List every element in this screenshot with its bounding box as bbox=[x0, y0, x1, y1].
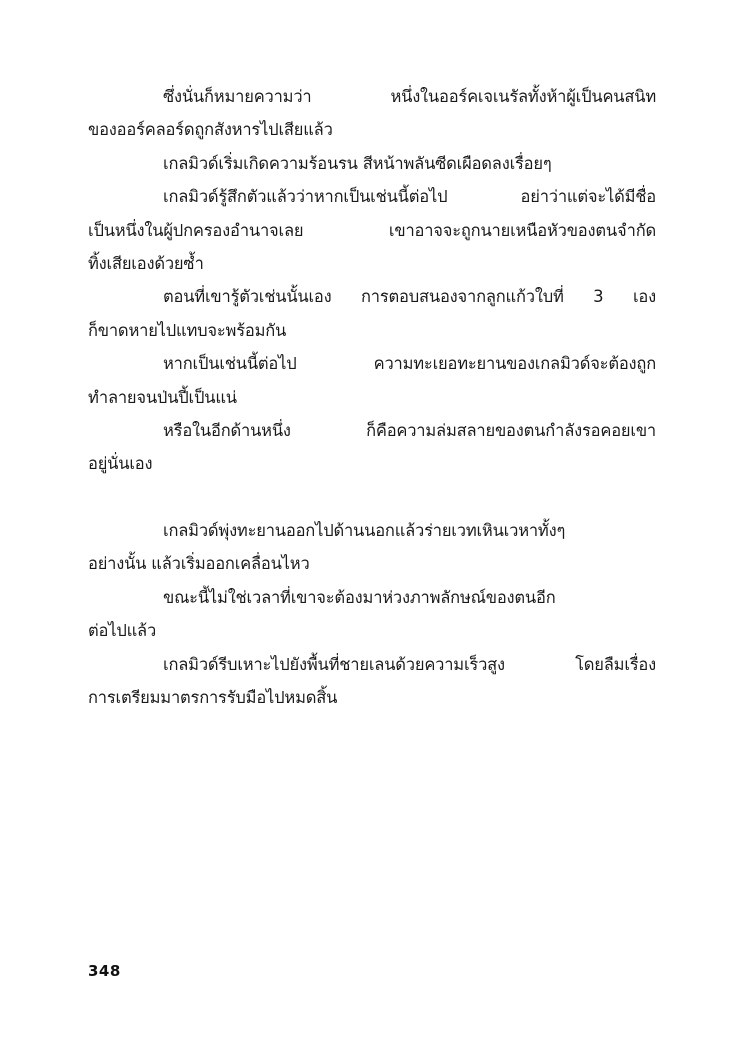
paragraph-line: เกลมิวด์เริ่มเกิดความร้อนรน สีหน้าพลันซีดเผือดลงเรื่อยๆ bbox=[163, 153, 552, 173]
paragraph-line: การเตรียมมาตรการรับมือไปหมดสิ้น bbox=[88, 688, 338, 708]
paragraph-line: เกลมิวด์พุ่งทะยานออกไปด้านนอกแล้วร่ายเวทเหินเวหาทั้งๆ bbox=[163, 521, 566, 541]
scene-break bbox=[88, 481, 656, 514]
paragraph-line: เกลมิวด์รีบเหาะไปยังพื้นที่ชายเลนด้วยความเร็วสูง โดยลืมเรื่อง bbox=[163, 654, 656, 674]
paragraph-line: อยู่นั่นเอง bbox=[88, 454, 153, 474]
body-text bbox=[88, 80, 656, 714]
paragraph-line: หรือในอีกด้านหนึ่ง ก็คือความล่มสลายของตนกำลังรอคอยเขา bbox=[163, 420, 656, 440]
paragraph-line: ทำลายจนป่นปี้เป็นแน่ bbox=[88, 387, 237, 407]
paragraph-line: ต่อไปแล้ว bbox=[88, 621, 157, 641]
paragraph-line: ทิ้งเสียเองด้วยซ้ำ bbox=[88, 253, 204, 273]
page-number: 348 bbox=[88, 962, 121, 980]
paragraph-line: เป็นหนึ่งในผู้ปกครองอำนาจเลย เขาอาจจะถูกนายเหนือหัวของตนจำกัด bbox=[88, 220, 656, 240]
paragraph-line: เกลมิวด์รู้สึกตัวแล้วว่าหากเป็นเช่นนี้ต่อไป อย่าว่าแต่จะได้มีชื่อ bbox=[163, 187, 656, 207]
paragraph-line: หากเป็นเช่นนี้ต่อไป ความทะเยอทะยานของเกลมิวด์จะต้องถูก bbox=[163, 354, 656, 374]
paragraph-line: ของออร์คลอร์ดถูกสังหารไปเสียแล้ว bbox=[88, 120, 333, 140]
paragraph-line: ตอนที่เขารู้ตัวเช่นนั้นเอง การตอบสนองจากลูกแก้วใบที่ 3 เอง bbox=[163, 287, 656, 307]
paragraph-line: อย่างนั้น แล้วเริ่มออกเคลื่อนไหว bbox=[88, 554, 310, 574]
paragraph-line: ก็ขาดหายไปแทบจะพร้อมกัน bbox=[88, 320, 287, 340]
paragraph-line: ซึ่งนั่นก็หมายความว่า หนึ่งในออร์คเจเนรัลทั้งห้าผู้เป็นคนสนิท bbox=[163, 87, 656, 106]
paragraph-line: ขณะนี้ไม่ใช่เวลาที่เขาจะต้องมาห่วงภาพลักษณ์ของตนอีก bbox=[163, 587, 556, 607]
